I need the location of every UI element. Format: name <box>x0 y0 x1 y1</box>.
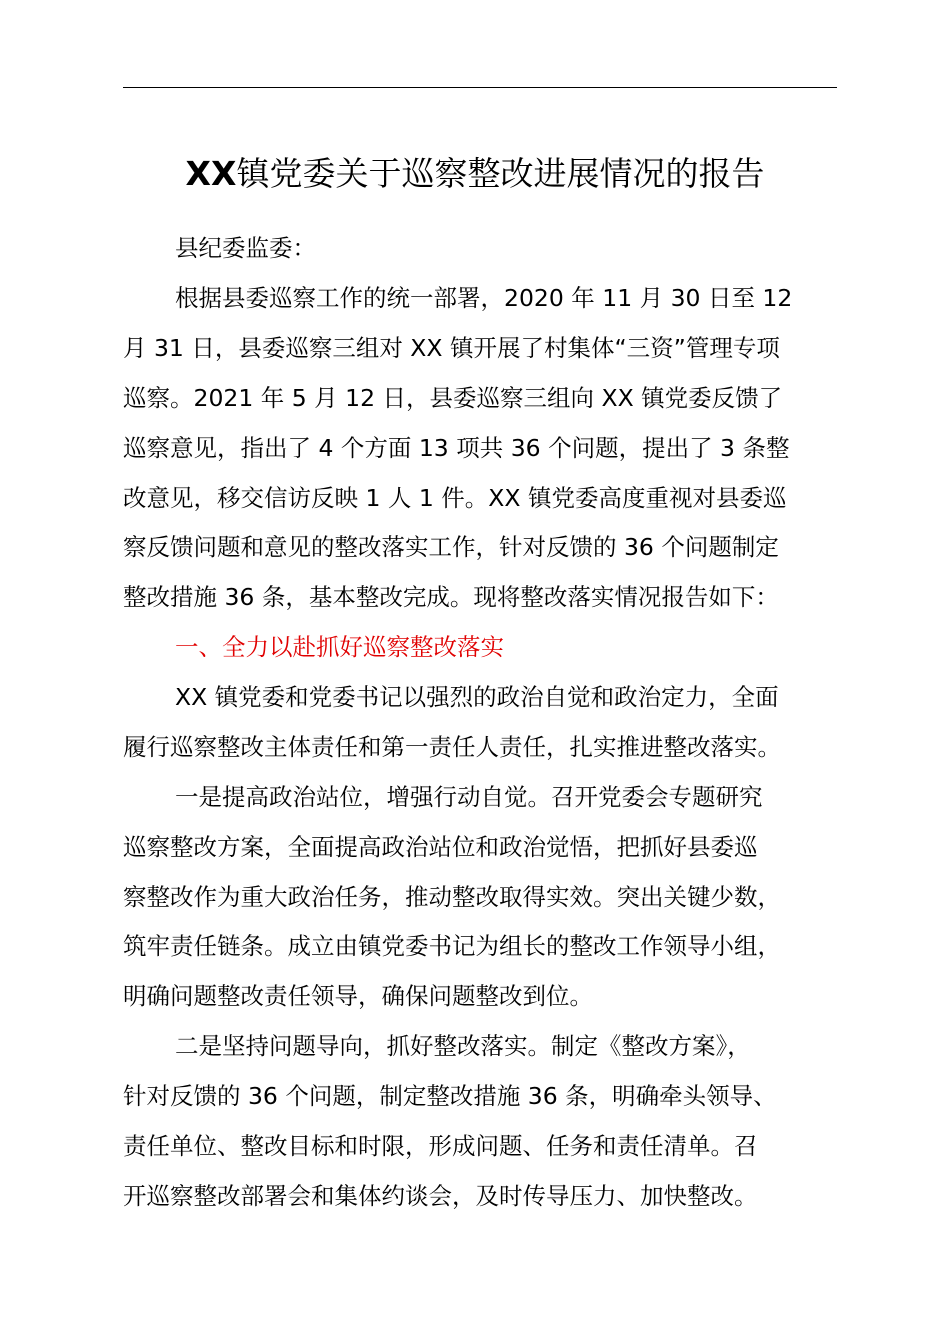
paragraph-3-line-4: 筑牢责任链条。成立由镇党委书记为组长的整改工作领导小组， <box>123 932 781 960</box>
paragraph-3-line-1: 一是提高政治站位，增强行动自觉。召开党委会专题研究 <box>175 783 763 811</box>
paragraph-4-line-2: 针对反馈的 36 个问题，制定整改措施 36 条，明确牵头领导、 <box>123 1082 777 1110</box>
title-rest: 镇党委关于巡察整改进展情况的报告 <box>236 154 765 193</box>
paragraph-1-line-4: 巡察意见，指出了 4 个方面 13 项共 36 个问题，提出了 3 条整 <box>123 434 790 462</box>
paragraph-4-line-1: 二是坚持问题导向，抓好整改落实。制定《整改方案》， <box>175 1032 751 1060</box>
paragraph-3-line-3: 察整改作为重大政治任务，推动整改取得实效。突出关键少数， <box>123 883 781 911</box>
paragraph-1-line-5: 改意见，移交信访反映 1 人 1 件。XX 镇党委高度重视对县委巡 <box>123 484 787 512</box>
paragraph-2-line-2: 履行巡察整改主体责任和第一责任人责任，扎实推进整改落实。 <box>123 733 781 761</box>
paragraph-1-line-7: 整改措施 36 条，基本整改完成。现将整改落实情况报告如下： <box>123 583 779 611</box>
paragraph-3-line-2: 巡察整改方案，全面提高政治站位和政治觉悟，把抓好县委巡 <box>123 833 758 861</box>
paragraph-3-line-5: 明确问题整改责任领导，确保问题整改到位。 <box>123 982 593 1010</box>
paragraph-4-line-3: 责任单位、整改目标和时限，形成问题、任务和责任清单。召 <box>123 1132 758 1160</box>
paragraph-1-line-3: 巡察。2021 年 5 月 12 日，县委巡察三组向 XX 镇党委反馈了 <box>123 384 783 412</box>
title-prefix: XX <box>185 154 237 193</box>
header-rule <box>123 87 837 88</box>
paragraph-2-line-1: XX 镇党委和党委书记以强烈的政治自觉和政治定力，全面 <box>175 683 779 711</box>
salutation: 县纪委监委： <box>175 234 316 262</box>
paragraph-4-line-4: 开巡察整改部署会和集体约谈会，及时传导压力、加快整改。 <box>123 1182 758 1210</box>
paragraph-1-line-6: 察反馈问题和意见的整改落实工作，针对反馈的 36 个问题制定 <box>123 533 779 561</box>
section-heading-1: 一、全力以赴抓好巡察整改落实 <box>175 633 504 661</box>
paragraph-1-line-2: 月 31 日，县委巡察三组对 XX 镇开展了村集体“三资”管理专项 <box>123 334 780 362</box>
paragraph-1-line-1: 根据县委巡察工作的统一部署，2020 年 11 月 30 日至 12 <box>175 284 793 312</box>
document-title <box>0 148 950 200</box>
